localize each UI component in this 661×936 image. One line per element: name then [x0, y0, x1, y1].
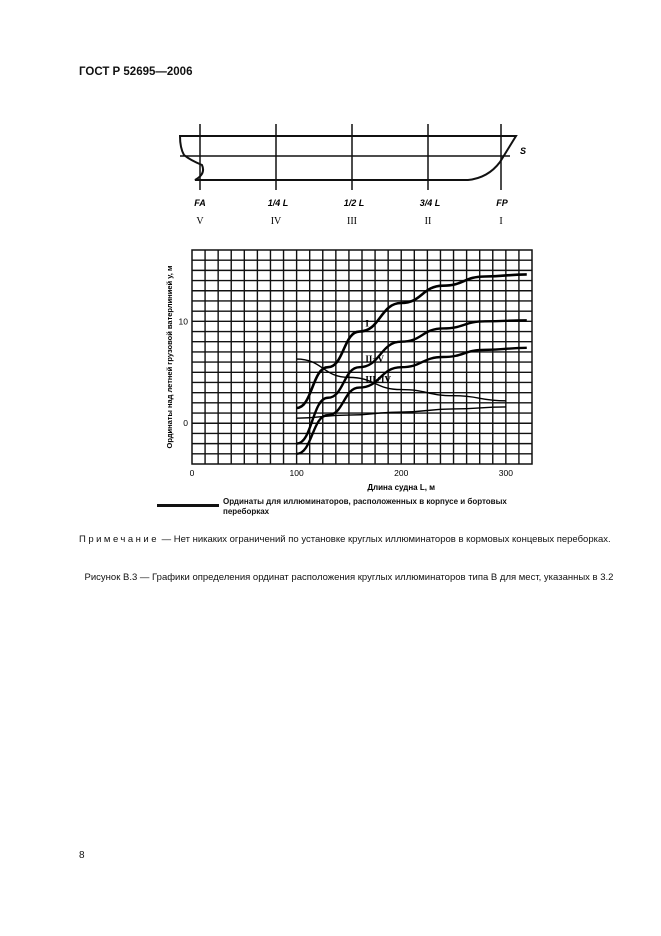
waterline-label: S [520, 146, 527, 156]
x-tick-label-1: 100 [289, 468, 304, 478]
note-text: — Нет никаких ограничений по установке круглых иллюминаторов в кормовых концевых переборках. [159, 534, 611, 545]
station-mark-fp: FP [496, 198, 508, 208]
note-paragraph [79, 533, 619, 546]
y-axis-label: Ординаты над летней грузовой ватерлинией y, м [165, 265, 174, 449]
document-header: ГОСТ Р 52695—2006 [79, 66, 193, 78]
chart-grid [192, 250, 532, 464]
x-tick-label-0: 0 [189, 468, 195, 478]
x-axis-label: Длина судна L, м [367, 483, 436, 492]
ship-profile-diagram [150, 118, 540, 230]
station-mark-fa: FA [194, 198, 206, 208]
x-tick-label-2: 200 [394, 468, 409, 478]
caption-text: — Графики определения ординат расположения круглых иллюминаторов типа В для мест, указанных в 3.2 [137, 572, 614, 583]
ordinate-chart [158, 244, 550, 492]
station-mark-three-quarter: 3/4 L [419, 198, 441, 208]
legend-text: Ординаты для иллюминаторов, расположенных в корпусе и бортовых переборках [223, 497, 507, 516]
station-mark-half: 1/2 L [343, 198, 365, 208]
station-roman-iv: IV [270, 216, 282, 227]
x-tick-label-3: 300 [498, 468, 513, 478]
figure-caption [79, 571, 619, 584]
series-label-1: II+V [365, 354, 385, 365]
station-roman-iii: III [347, 216, 357, 227]
ship-hull-outline [180, 136, 516, 180]
legend-line-sample [157, 504, 219, 507]
station-roman-i: I [499, 216, 503, 227]
series-label-2: III+IV [365, 374, 392, 385]
chart-legend [157, 497, 557, 523]
station-mark-quarter: 1/4 L [267, 198, 289, 208]
series-label-0: I [365, 318, 369, 329]
station-roman-v: V [196, 216, 204, 227]
station-roman-ii: II [424, 216, 432, 227]
y-tick-label-0: 0 [183, 418, 188, 429]
caption-label: Рисунок В.3 [84, 572, 138, 583]
note-prefix: Примечание [79, 534, 159, 545]
page-number: 8 [79, 850, 85, 861]
y-tick-label-1: 10 [178, 316, 188, 327]
